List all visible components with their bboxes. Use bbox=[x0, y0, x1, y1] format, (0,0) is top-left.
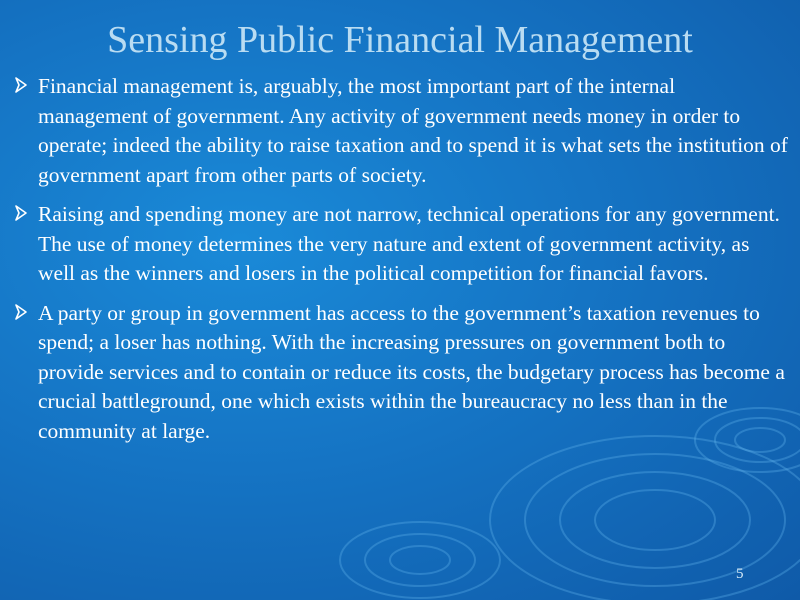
bullet-text: A party or group in government has access to the government’s taxation revenues to spend; a loser has nothing. With the increasing pressures on government both to provide services and to contain or reduce its costs, the budgetary process has become a crucial battleground, one which exists within the bureaucracy no less than in the community at large. bbox=[38, 300, 785, 443]
bullet-item bbox=[12, 299, 788, 447]
slide-title: Sensing Public Financial Management bbox=[107, 19, 693, 61]
arrowhead-bullet-icon bbox=[14, 303, 28, 321]
bullet-list bbox=[12, 72, 788, 456]
bullet-item bbox=[12, 200, 788, 289]
arrowhead-bullet-icon bbox=[14, 76, 28, 94]
bullet-item bbox=[12, 72, 788, 190]
bullet-text: Financial management is, arguably, the most important part of the internal management of government. Any activity of government needs money in order to operate; indeed the ability to raise taxation and to spend it is what sets the institution of government apart from other parts of society. bbox=[38, 74, 788, 187]
arrowhead-bullet-icon bbox=[14, 204, 28, 222]
page-number: 5 bbox=[736, 566, 744, 582]
bullet-text: Raising and spending money are not narrow, technical operations for any government. The use of money determines the very nature and extent of government activity, as well as the winners and losers in the political competition for financial favors. bbox=[38, 202, 780, 285]
